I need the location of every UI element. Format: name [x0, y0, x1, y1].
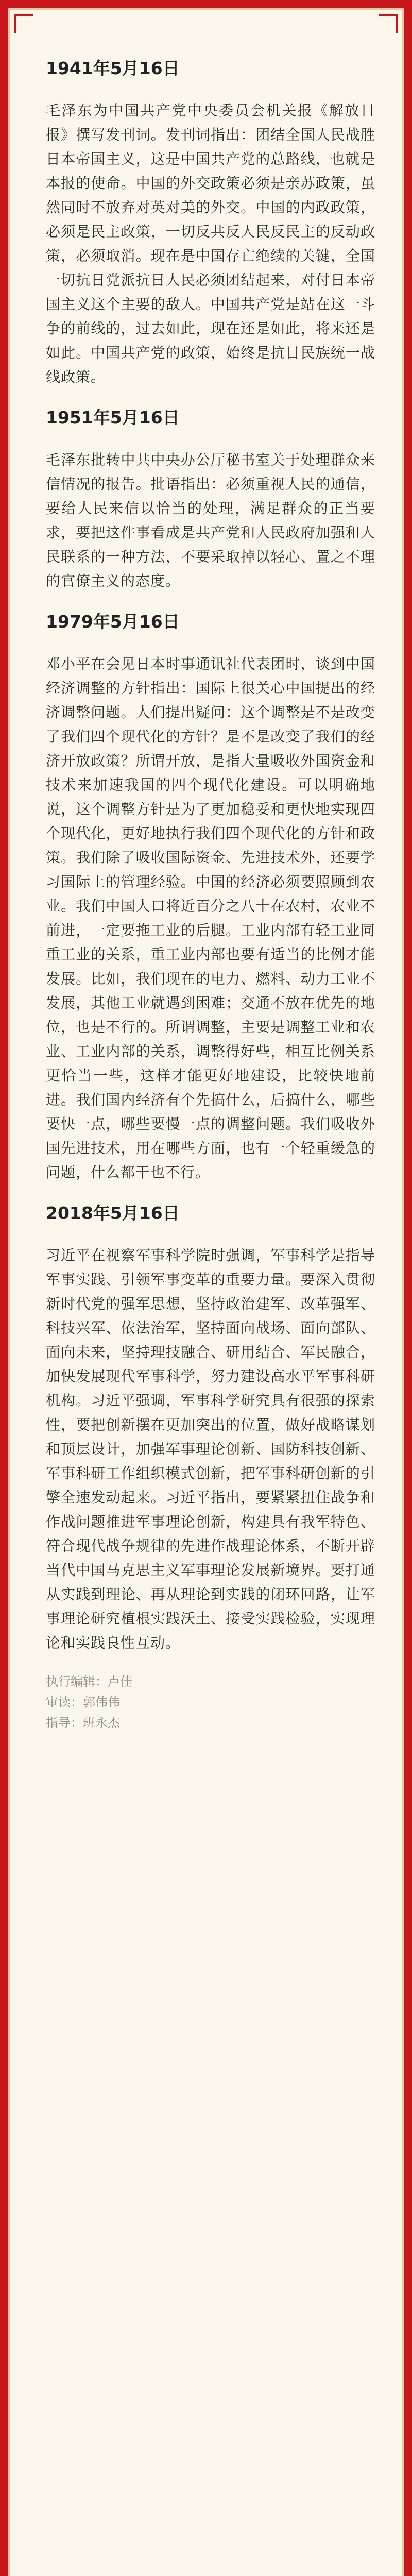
credit-editor: 执行编辑：卢佳	[46, 1674, 132, 1689]
credit-reviewer: 审读：郭伟伟	[46, 1695, 120, 1709]
entry-text: 毛泽东批转中共中央办公厅秘书室关于处理群众来信情况的报告。批语指出：必须重视人民的通信，要给人民来信以恰当的处理，满足群众的正当要求，要把这件事看成是共产党和人民政府加强和人民联系的一种方法，不要采取掉以轻心、置之不理的官僚主义的态度。	[46, 451, 375, 589]
entry-date: 1979年5月16日	[46, 612, 180, 632]
credit-director: 指导：班永杰	[46, 1716, 120, 1730]
paper-frame	[8, 8, 404, 2576]
entry-date: 1941年5月16日	[46, 58, 180, 78]
corner-ornament-top-right	[379, 14, 398, 33]
entry-1951	[46, 405, 375, 593]
entry-text: 习近平在视察军事科学院时强调，军事科学是指导军事实践、引领军事变革的重要力量。要深入贯彻新时代党的强军思想，坚持政治建军、改革强军、科技兴军、依法治军，坚持面向战场、面向部队、面向未来，坚持理技融合、研用结合、军民融合，加快发展现代军事科学，努力建设高水平军事科研机构。习近平强调，军事科学研究具有很强的探索性，要把创新摆在更加突出的位置，做好战略谋划和顶层设计，加强军事理论创新、国防科技创新、军事科研工作组织模式创新，把军事科研创新的引擎全速发动起来。习近平指出，要紧紧扭住战争和作战问题推进军事理论创新，构建具有我军特色、符合现代战争规律的先进作战理论体系，不断开辟当代中国马克思主义军事理论发展新境界。要打通从实践到理论、再从理论到实践的闭环回路，让军事理论研究植根实践沃土、接受实践检验，实现理论和实践良性互动。	[46, 1247, 375, 1651]
entry-text: 毛泽东为中国共产党中央委员会机关报《解放日报》撰写发刊词。发刊词指出：团结全国人民战胜日本帝国主义，这是中国共产党的总路线，也就是本报的使命。中国的外交政策必须是亲苏政策，虽然同时不放弃对英对美的外交。中国的内政政策，必须是民主政策，一切反共反人民反民主的反动政策，必须取消。现在是中国存亡绝续的关键，全国一切抗日党派抗日人民必须团结起来，对付日本帝国主义这个主要的敌人。中国共产党是站在这一斗争的前线的，过去如此，现在还是如此，将来还是如此。中国共产党的政策，始终是抗日民族统一战线政策。	[46, 102, 375, 385]
entry-date: 2018年5月16日	[46, 1203, 180, 1223]
corner-ornament-top-left	[14, 14, 33, 33]
entry-2018	[46, 1201, 375, 1655]
entry-text: 邓小平在会见日本时事通讯社代表团时，谈到中国经济调整的方针指出：国际上很关心中国提出的经济调整问题。人们提出疑问：这个调整是不是改变了我们四个现代化的方针？是不是改变了我们的经济开放政策？所谓开放，是指大量吸收外国资金和技术来加速我国的四个现代化建设。可以明确地说，这个调整方针是为了更加稳妥和更快地实现四个现代化，更好地执行我们四个现代化的方针和政策。我们除了吸收国际资金、先进技术外，还要学习国际上的管理经验。中国的经济必须要照顾到农业。我们中国人口将近百分之八十在农村，农业不前进，一定要拖工业的后腿。工业内部有轻工业同重工业的关系，重工业内部也要有适当的比例才能发展。比如，我们现在的电力、燃料、动力工业不发展，其他工业就遇到困难；交通不放在优先的地位，也是不行的。所谓调整，主要是调整工业和农业、工业内部的关系，调整得好些，相互比例关系更恰当一些，这样才能更好地建设，比较快地前进。我们国内经济有个先搞什么，后搞什么，哪些要快一点，哪些要慢一点的调整问题。我们吸收外国先进技术，用在哪些方面，也有一个轻重缓急的问题，什么都干也不行。	[46, 655, 375, 1181]
credits	[46, 1671, 375, 1733]
entry-1979	[46, 609, 375, 1184]
entry-date: 1951年5月16日	[46, 408, 180, 428]
article-content	[46, 56, 375, 1733]
entry-1941	[46, 56, 375, 389]
